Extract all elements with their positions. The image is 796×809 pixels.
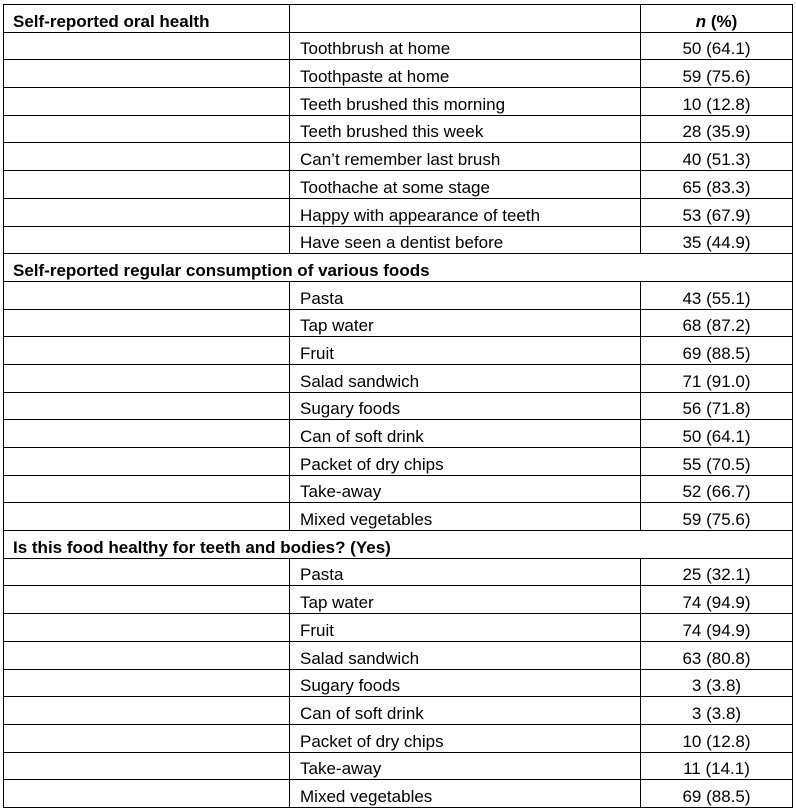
empty-cell: [4, 420, 290, 448]
table-row: [4, 669, 793, 697]
row-item: Mixed vegetables: [290, 780, 641, 808]
empty-cell: [4, 171, 290, 199]
oral-health-table: [3, 4, 793, 808]
table-row: [4, 475, 793, 503]
empty-cell: [4, 143, 290, 171]
empty-cell: [4, 198, 290, 226]
section-header-row: [4, 531, 793, 559]
row-item: Fruit: [290, 337, 641, 365]
row-item: Pasta: [290, 281, 641, 309]
empty-cell: [4, 697, 290, 725]
table-container: [3, 4, 793, 808]
row-value: 10 (12.8): [641, 724, 793, 752]
row-value: 59 (75.6): [641, 503, 793, 531]
table-row: [4, 448, 793, 476]
row-item: Salad sandwich: [290, 641, 641, 669]
table-row: [4, 309, 793, 337]
row-value: 52 (66.7): [641, 475, 793, 503]
n-percent-header: [641, 5, 793, 33]
row-value: 50 (64.1): [641, 420, 793, 448]
row-item: Toothbrush at home: [290, 32, 641, 60]
n-label: n: [695, 11, 707, 31]
empty-cell: [4, 309, 290, 337]
table-row: [4, 337, 793, 365]
row-item: Fruit: [290, 614, 641, 642]
empty-cell: [4, 503, 290, 531]
table-row: [4, 752, 793, 780]
row-item: Have seen a dentist before: [290, 226, 641, 254]
empty-cell: [4, 475, 290, 503]
row-value: 35 (44.9): [641, 226, 793, 254]
row-value: 25 (32.1): [641, 558, 793, 586]
row-value: 43 (55.1): [641, 281, 793, 309]
row-item: Can of soft drink: [290, 420, 641, 448]
empty-cell: [4, 226, 290, 254]
row-value: 65 (83.3): [641, 171, 793, 199]
section-title: Is this food healthy for teeth and bodies? (Yes): [4, 531, 793, 559]
row-value: 40 (51.3): [641, 143, 793, 171]
header-row: [4, 5, 793, 33]
row-value: 74 (94.9): [641, 586, 793, 614]
row-item: Can’t remember last brush: [290, 143, 641, 171]
row-item: Teeth brushed this morning: [290, 88, 641, 116]
row-item: Pasta: [290, 558, 641, 586]
section-title: Self-reported oral health: [4, 5, 290, 33]
table-row: [4, 171, 793, 199]
table-row: [4, 697, 793, 725]
row-value: 10 (12.8): [641, 88, 793, 116]
row-item: Teeth brushed this week: [290, 115, 641, 143]
table-row: [4, 364, 793, 392]
percent-label: (%): [706, 11, 738, 31]
row-item: Packet of dry chips: [290, 724, 641, 752]
table-row: [4, 88, 793, 116]
row-item: Take-away: [290, 752, 641, 780]
empty-cell: [4, 614, 290, 642]
empty-cell: [4, 115, 290, 143]
row-value: 68 (87.2): [641, 309, 793, 337]
row-item: Tap water: [290, 309, 641, 337]
row-item: Can of soft drink: [290, 697, 641, 725]
row-value: 74 (94.9): [641, 614, 793, 642]
table-row: [4, 143, 793, 171]
empty-cell: [4, 88, 290, 116]
row-item: Happy with appearance of teeth: [290, 198, 641, 226]
table-row: [4, 198, 793, 226]
empty-cell: [4, 60, 290, 88]
row-value: 3 (3.8): [641, 669, 793, 697]
table-row: [4, 724, 793, 752]
row-item: Packet of dry chips: [290, 448, 641, 476]
row-item: Sugary foods: [290, 392, 641, 420]
empty-cell: [4, 448, 290, 476]
table-row: [4, 60, 793, 88]
row-value: 55 (70.5): [641, 448, 793, 476]
row-item: Toothpaste at home: [290, 60, 641, 88]
row-value: 53 (67.9): [641, 198, 793, 226]
empty-cell: [4, 558, 290, 586]
table-row: [4, 115, 793, 143]
row-value: 59 (75.6): [641, 60, 793, 88]
table-row: [4, 780, 793, 808]
row-item: Toothache at some stage: [290, 171, 641, 199]
empty-cell: [4, 586, 290, 614]
table-row: [4, 641, 793, 669]
table-row: [4, 281, 793, 309]
empty-cell: [4, 724, 290, 752]
row-value: 71 (91.0): [641, 364, 793, 392]
table-row: [4, 32, 793, 60]
empty-cell: [4, 337, 290, 365]
row-value: 56 (71.8): [641, 392, 793, 420]
row-value: 69 (88.5): [641, 337, 793, 365]
row-value: 69 (88.5): [641, 780, 793, 808]
empty-cell: [4, 392, 290, 420]
row-value: 3 (3.8): [641, 697, 793, 725]
empty-cell: [4, 752, 290, 780]
row-item: Sugary foods: [290, 669, 641, 697]
header-empty-cell: [290, 5, 641, 33]
table-row: [4, 586, 793, 614]
table-row: [4, 226, 793, 254]
row-value: 63 (80.8): [641, 641, 793, 669]
row-value: 28 (35.9): [641, 115, 793, 143]
row-value: 50 (64.1): [641, 32, 793, 60]
empty-cell: [4, 364, 290, 392]
row-value: 11 (14.1): [641, 752, 793, 780]
row-item: Salad sandwich: [290, 364, 641, 392]
empty-cell: [4, 32, 290, 60]
table-row: [4, 420, 793, 448]
table-row: [4, 503, 793, 531]
table-row: [4, 392, 793, 420]
section-title: Self-reported regular consumption of various foods: [4, 254, 793, 282]
table-row: [4, 558, 793, 586]
empty-cell: [4, 669, 290, 697]
row-item: Take-away: [290, 475, 641, 503]
table-row: [4, 614, 793, 642]
empty-cell: [4, 281, 290, 309]
empty-cell: [4, 780, 290, 808]
section-header-row: [4, 254, 793, 282]
row-item: Tap water: [290, 586, 641, 614]
empty-cell: [4, 641, 290, 669]
row-item: Mixed vegetables: [290, 503, 641, 531]
